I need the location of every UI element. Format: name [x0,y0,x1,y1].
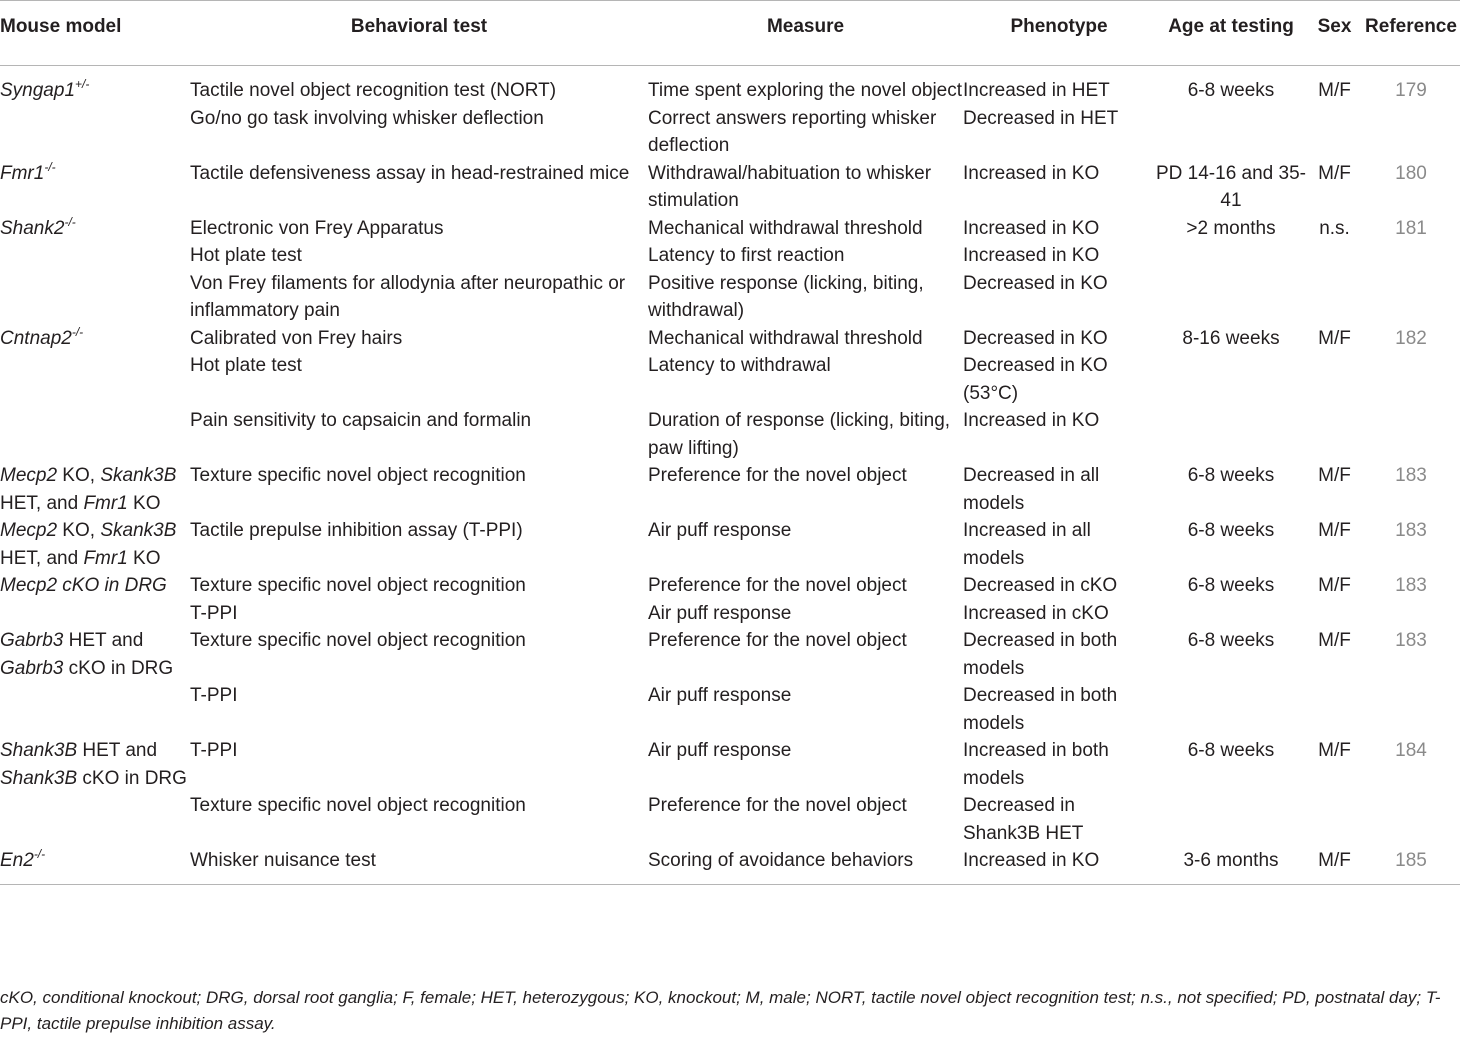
genotype-superscript: -/- [64,214,76,229]
cell-sex [1307,600,1362,628]
table-row [0,462,1460,517]
table-row [0,572,1460,600]
cell-reference: 180 [1395,162,1427,184]
cell-behavioral-test: Texture specific novel object recognition [190,575,526,596]
cell-age-at-testing [1155,682,1307,737]
cell-phenotype: Decreased in both models [963,630,1118,679]
cell-age-at-testing [1155,407,1307,462]
header-row [0,1,1460,66]
table-row [0,792,1460,847]
cell-reference: 179 [1395,80,1427,101]
cell-reference [1362,242,1460,270]
cell-sex: n.s. [1319,217,1350,239]
cell-mouse-model [0,242,190,270]
table-row [0,847,1460,884]
cell-mouse-model [0,215,190,243]
header-mouse-model: Mouse model [0,1,190,66]
cell-reference: 183 [1395,465,1427,486]
cell-sex: M/F [1318,575,1351,596]
cell-behavioral-test: Electronic von Frey Apparatus [190,217,444,239]
cell-behavioral-test: Texture specific novel object recognition [190,795,526,816]
cell-mouse-model [0,325,190,353]
cell-phenotype: Decreased in both models [963,685,1118,734]
table-row [0,517,1460,572]
cell-phenotype: Decreased in HET [963,107,1119,129]
cell-mouse-model [0,517,190,572]
cell-phenotype: Increased in all models [963,520,1091,569]
cell-sex [1307,242,1362,270]
model-name-text: cKO in DRG [77,767,187,789]
cell-measure: Preference for the novel object [648,575,907,596]
cell-mouse-model [0,627,190,737]
cell-sex: M/F [1318,80,1351,101]
cell-reference: 183 [1395,520,1427,541]
cell-phenotype: Increased in KO [963,410,1100,431]
table-row [0,215,1460,243]
genotype-superscript: +/- [75,77,90,91]
model-name-italic: Fmr1 [83,492,128,514]
cell-reference [1362,407,1460,462]
model-name-text: HET, and [0,547,84,569]
cell-age-at-testing [1155,600,1307,628]
cell-reference [1362,600,1460,628]
cell-age-at-testing: 6-8 weeks [1187,520,1275,541]
cell-measure: Air puff response [648,740,792,761]
model-name-text: HET, and [0,492,84,514]
table-row [0,682,1460,737]
header-reference: Reference [1362,1,1460,66]
cell-age-at-testing: 8-16 weeks [1182,327,1280,349]
table-row [0,105,1460,160]
model-name-italic: Fmr1 [83,547,128,569]
cell-age-at-testing: 3-6 months [1155,847,1307,884]
cell-measure: Air puff response [648,685,792,706]
cell-measure: Mechanical withdrawal threshold [648,217,923,239]
cell-phenotype: Increased in KO [963,162,1100,184]
model-name-italic: Mecp2 [0,520,58,541]
cell-sex: M/F [1318,630,1351,651]
cell-measure: Correct answers reporting whisker deflection [648,107,937,156]
cell-age-at-testing: 6-8 weeks [1187,740,1275,761]
cell-sex [1307,270,1362,325]
model-name-italic: Skank3B [100,520,177,541]
genotype-superscript: -/- [33,847,46,861]
cell-phenotype: Decreased in Shank3B HET [963,795,1084,844]
cell-mouse-model [0,572,190,600]
cell-behavioral-test: T-PPI [190,685,238,706]
cell-age-at-testing: 6-8 weeks [1187,630,1275,651]
cell-sex [1307,352,1362,407]
cell-reference: 183 [1395,575,1427,596]
cell-reference [1362,270,1460,325]
cell-mouse-model [0,66,190,105]
cell-phenotype: Decreased in KO [963,327,1108,349]
cell-behavioral-test: Go/no go task involving whisker deflection [190,107,544,129]
cell-age-at-testing [1155,792,1307,847]
cell-reference [1362,105,1460,160]
cell-behavioral-test: Tactile defensiveness assay in head-restrained mice [190,162,630,184]
cell-behavioral-test: Tactile novel object recognition test (NORT) [190,80,557,101]
cell-phenotype: Decreased in KO (53°C) [963,355,1108,404]
cell-phenotype: Increased in both models [963,740,1109,789]
cell-mouse-model [0,105,190,160]
cell-mouse-model [0,847,190,884]
cell-age-at-testing: 6-8 weeks [1187,575,1275,596]
model-name-text: KO [127,547,161,569]
cell-measure: Duration of response (licking, biting, paw lifting) [648,410,951,459]
cell-reference [1362,352,1460,407]
cell-sex: M/F [1318,162,1351,184]
cell-sex: M/F [1318,327,1351,349]
table-row [0,600,1460,628]
table-row [0,66,1460,105]
table-row [0,407,1460,462]
cell-measure: Mechanical withdrawal threshold [648,327,923,349]
cell-measure: Time spent exploring the novel object [648,80,963,101]
cell-mouse-model [0,352,190,407]
model-name-italic: Fmr1 [0,162,45,184]
cell-behavioral-test: T-PPI [190,740,238,761]
model-name-italic: Syngap1 [0,80,76,101]
cell-behavioral-test: Texture specific novel object recognition [190,630,526,651]
cell-sex [1307,682,1362,737]
cell-age-at-testing: 6-8 weeks [1187,465,1275,486]
cell-phenotype: Decreased in cKO [963,575,1118,596]
cell-measure: Air puff response [648,520,792,541]
header-sex: Sex [1307,1,1362,66]
cell-behavioral-test: Calibrated von Frey hairs [190,327,403,349]
cell-sex [1307,105,1362,160]
table-row [0,160,1460,215]
cell-behavioral-test: Whisker nuisance test [190,847,648,884]
cell-mouse-model [0,600,190,628]
cell-mouse-model [0,462,190,517]
model-name-italic: Shank3B [0,740,78,761]
cell-age-at-testing: PD 14-16 and 35-41 [1156,162,1306,211]
cell-phenotype: Decreased in KO [963,272,1108,294]
model-name-italic: Shank2 [0,217,65,239]
table-row [0,270,1460,325]
cell-behavioral-test: Hot plate test [190,355,302,376]
cell-mouse-model [0,737,190,847]
cell-phenotype: Increased in cKO [963,602,1109,624]
cell-behavioral-test: Hot plate test [190,245,302,266]
cell-sex: M/F [1318,740,1351,761]
cell-sex [1307,792,1362,847]
cell-sex: M/F [1318,465,1351,486]
cell-measure: Positive response (licking, biting, withdrawal) [648,272,924,321]
table-row [0,325,1460,353]
table-row [0,737,1460,792]
cell-reference: 183 [1395,630,1427,651]
header-behavioral-test: Behavioral test [190,1,648,66]
cell-behavioral-test: Von Frey filaments for allodynia after neuropathic or inflammatory pain [190,272,626,321]
header-phenotype: Phenotype [963,1,1155,66]
cell-reference: 185 [1362,847,1460,884]
cell-reference: 181 [1395,217,1427,239]
model-name-italic: En2 [0,850,34,871]
cell-age-at-testing: 6-8 weeks [1187,80,1275,101]
table-row [0,627,1460,682]
model-name-italic: Gabrb3 [0,630,64,651]
cell-age-at-testing [1155,270,1307,325]
header-age-at-testing: Age at testing [1155,1,1307,66]
header-measure: Measure [648,1,963,66]
model-name-text: cKO in DRG [63,657,174,679]
cell-reference: 184 [1395,740,1427,761]
cell-sex: M/F [1318,520,1351,541]
cell-phenotype: Increased in KO [963,847,1155,884]
table-footnote: cKO, conditional knockout; DRG, dorsal root ganglia; F, female; HET, heterozygous; KO, knockout; M, male; NORT, tactile novel object recognition test; n.s., not specified; PD, postnatal day; T-PPI, tactile prepulse inhibition assay. [0,988,1441,1033]
model-name-text: HET and [77,740,158,761]
cell-measure: Latency to first reaction [648,245,845,266]
model-name-text: KO [127,492,161,514]
cell-age-at-testing [1155,105,1307,160]
cell-behavioral-test: T-PPI [190,602,238,624]
cell-phenotype: Increased in KO [963,217,1100,239]
cell-phenotype: Increased in KO [963,245,1100,266]
model-name-italic: Shank3B [0,767,78,789]
model-name-italic: Mecp2 [0,465,58,486]
model-name-text: HET and [63,630,144,651]
table-row [0,242,1460,270]
model-name-italic: Skank3B [100,465,177,486]
cell-behavioral-test: Texture specific novel object recognition [190,465,526,486]
model-name-text: KO, [57,520,101,541]
cell-phenotype: Increased in HET [963,80,1110,101]
cell-phenotype: Decreased in all models [963,465,1100,514]
cell-age-at-testing [1155,352,1307,407]
cell-age-at-testing [1155,242,1307,270]
cell-measure: Withdrawal/habituation to whisker stimulation [648,162,932,211]
cell-reference [1362,682,1460,737]
genotype-superscript: -/- [44,159,56,174]
cell-behavioral-test: Tactile prepulse inhibition assay (T-PPI) [190,520,523,541]
model-name-italic: Mecp2 cKO in DRG [0,575,167,596]
cell-measure: Latency to withdrawal [648,355,831,376]
cell-mouse-model [0,407,190,462]
cell-age-at-testing: >2 months [1186,217,1276,239]
cell-reference [1362,792,1460,847]
cell-mouse-model [0,160,190,215]
cell-behavioral-test: Pain sensitivity to capsaicin and formalin [190,410,532,431]
table-body [0,66,1460,885]
cell-measure: Preference for the novel object [648,465,907,486]
table-row [0,352,1460,407]
model-name-italic: Cntnap2 [0,327,72,349]
cell-mouse-model [0,270,190,325]
cell-measure: Preference for the novel object [648,795,907,816]
cell-sex [1307,407,1362,462]
cell-reference: 182 [1395,327,1427,349]
cell-sex: M/F [1307,847,1362,884]
model-name-italic: Gabrb3 [0,657,64,679]
model-name-text: KO, [57,465,101,486]
cell-measure: Air puff response [648,602,792,624]
cell-measure: Scoring of avoidance behaviors [648,847,963,884]
genotype-superscript: -/- [71,324,84,339]
cell-measure: Preference for the novel object [648,630,907,651]
